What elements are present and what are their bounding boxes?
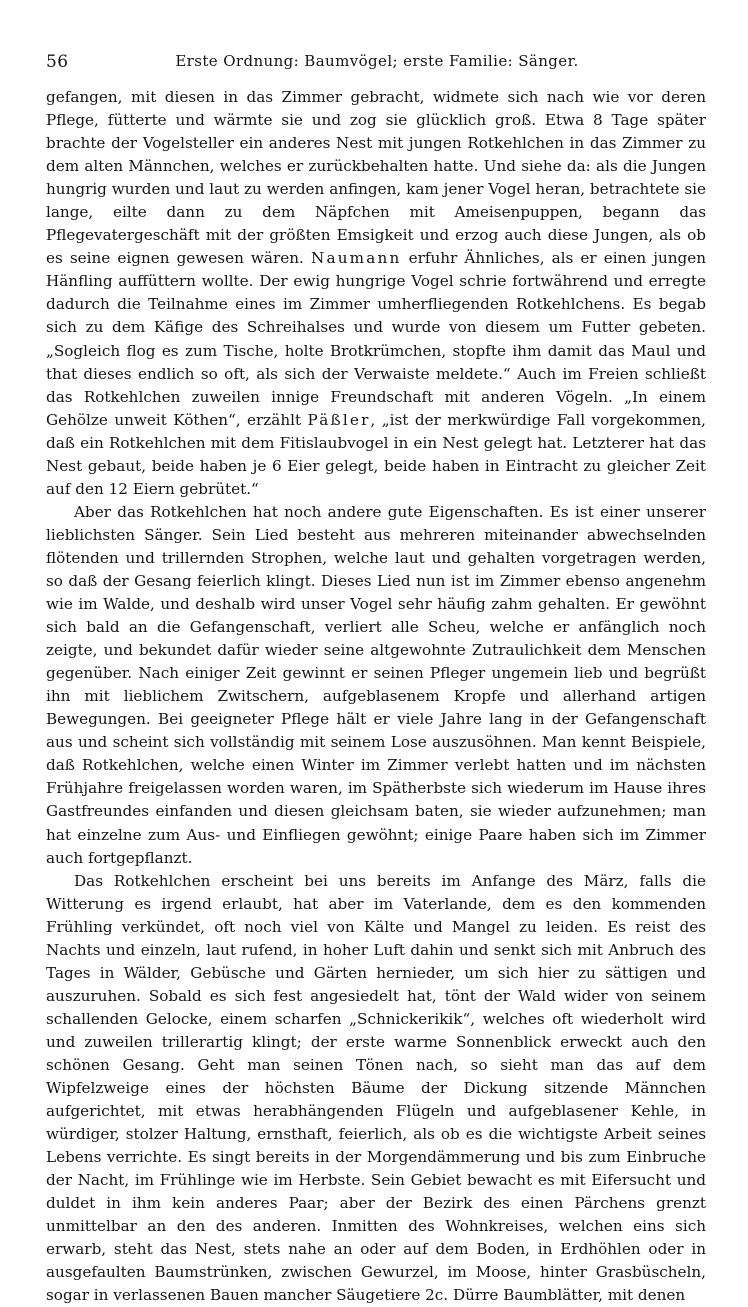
- paragraph-text: gefangen, mit diesen in das Zimmer gebracht, widmete sich nach wie vor deren Pflege, fütterte und wärmte sie und zog sie glücklich groß. Etwa 8 Tage später brachte der Vogelsteller ein anderes Nest mit jungen Rotkehlchen in das Zimmer zu dem alten Männchen, welches er zurückbehalten hatte. Und siehe da: als die Jungen hungrig wurden und laut zu werden anfingen, kam jener Vogel heran, betrachtete sie lange, eilte dann zu dem Näpfchen mit Ameisenpuppen, begann das Pflegevatergeschäft mit der größten Emsigkeit und erzog auch diese Jungen, als ob es seine eignen gewesen wären.: [46, 88, 706, 268]
- body-text: [46, 86, 706, 1307]
- paragraph-2: [46, 501, 706, 870]
- paragraph-text: Das Rotkehlchen erscheint bei uns bereits im Anfange des März, falls die Witterung es irgend erlaubt, hat aber im Vaterlande, dem es den kommenden Frühling verkündet, oft noch viel von Kälte und Mangel zu leiden. Es reist des Nachts und einzeln, laut rufend, in hoher Luft dahin und senkt sich mit Anbruch des Tages in Wälder, Gebüsche und Gärten hernieder, um sich hier zu sättigen und auszuruhen. Sobald es sich fest angesiedelt hat, tönt der Wald wider von seinem schallenden Gelocke, einem scharfen „Schnickerikik“, welches oft wiederholt wird und zuweilen trillerartig klingt; der erste warme Sonnenblick erweckt auch den schönen Gesang. Geht man seinen Tönen nach, so sieht man das auf dem Wipfelzweige eines der höchsten Bäume der Dickung sitzende Männchen aufgerichtet, mit etwas herabhängenden Flügeln und aufgeblasener Kehle, in würdiger, stolzer Haltung, ernsthaft, feierlich, als ob es die wichtigste Arbeit seines Lebens verrichte. Es singt bereits in der Morgendämmerung und bis zum Einbruche der Nacht, im Frühlinge wie im Herbste. Sein Gebiet bewacht es mit Eifersucht und duldet in ihm kein anderes Paar; aber der Bezirk des einen Pärchens grenzt unmittelbar an den des anderen. Inmitten des Wohnkreises, welchen eins sich erwarb, steht das Nest, stets nahe an oder auf dem Boden, in Erdhöhlen oder in ausgefaulten Baumstrünken, zwischen Gewurzel, im Moose, hinter Grasbüscheln, sogar in verlassenen Bauen mancher Säugetiere 2c. Dürre Baumblätter, mit denen: [46, 871, 706, 1305]
- running-head: Erste Ordnung: Baumvögel; erste Familie: Sänger.: [175, 52, 579, 70]
- paragraph-text: , „ist der merkwürdige Fall vorgekommen, daß ein Rotkehlchen mit dem Fitislaubvogel in ein Nest gelegt hat. Letzterer hat das Nest gebaut, beide haben je 6 Eier gelegt, beide haben in Eintracht zu gleicher Zeit auf den 12 Eiern gebrütet.“: [46, 410, 706, 498]
- paragraph-3: [46, 870, 706, 1307]
- author-name: Päßler: [307, 410, 371, 429]
- paragraph-1: [46, 86, 706, 501]
- paragraph-text: erfuhr Ähnliches, als er einen jungen Hänfling auffüttern wollte. Der ewig hungrige Vogel schrie fortwährend und erregte dadurch die Teilnahme eines im Zimmer umherfliegenden Rotkehlchens. Es begab sich zu dem Käfige des Schreihalses und wurde von diesem um Futter gebeten. „Sogleich flog es zum Tische, holte Brotkrümchen, stopfte ihm damit das Maul und that dieses endlich so oft, als sich der Verwaiste meldete.“ Auch im Freien schließt das Rotkehlchen zuweilen innige Freundschaft mit anderen Vögeln. „In einem Gehölze unweit Köthen“, erzählt: [46, 249, 706, 429]
- paragraph-text: Aber das Rotkehlchen hat noch andere gute Eigenschaften. Es ist einer unserer lieblichsten Sänger. Sein Lied besteht aus mehreren miteinander abwechselnden flötenden und trillernden Strophen, welche laut und gehalten vorgetragen werden, so daß der Gesang feierlich klingt. Dieses Lied nun ist im Zimmer ebenso angenehm wie im Walde, und deshalb wird unser Vogel sehr häufig zahm gehalten. Er gewöhnt sich bald an die Gefangenschaft, verliert alle Scheu, welche er anfänglich noch zeigte, und bekundet dafür wieder seine altgewohnte Zutraulichkeit dem Menschen gegenüber. Nach einiger Zeit gewinnt er seinen Pfleger ungemein lieb und begrüßt ihn mit lieblichem Zwitschern, aufgeblasenem Kropfe und allerhand artigen Bewegungen. Bei geeigneter Pflege hält er viele Jahre lang in der Gefangenschaft aus und scheint sich vollständig mit seinem Lose auszusöhnen. Man kennt Beispiele, daß Rotkehlchen, welche einen Winter im Zimmer verlebt hatten und im nächsten Frühjahre freigelassen worden waren, im Spätherbste sich wiederum im Hause ihres Gastfreundes einfanden und diesen gleichsam baten, sie wieder aufzunehmen; man hat einzelne zum Aus- und Einfliegen gewöhnt; einige Paare haben sich im Zimmer auch fortgepflanzt.: [46, 502, 706, 867]
- author-name: Naumann: [310, 249, 402, 268]
- page-number: 56: [46, 52, 69, 72]
- page-header: [46, 46, 708, 76]
